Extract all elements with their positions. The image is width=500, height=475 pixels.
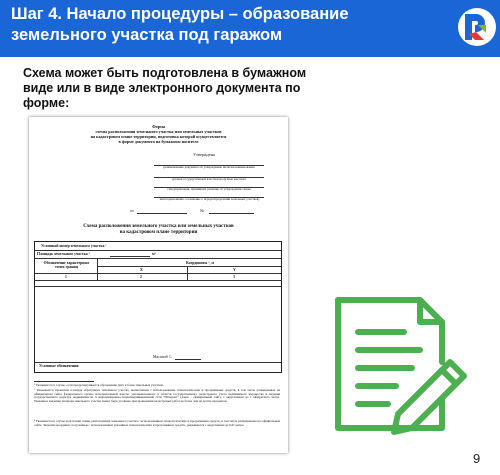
tbl-coords-header: Координаты ³, м <box>186 261 214 265</box>
form-label: Форма <box>152 124 165 129</box>
tbl-col-3: 3 <box>233 275 235 279</box>
approved-note: (наименование документа об утверждении, включая наименования <box>163 165 255 169</box>
date-from-label: от <box>130 208 134 213</box>
tbl-area-label: Площадь земельного участка ² <box>37 252 90 256</box>
footnote: ¹ Указывается в случае, если предусматривается образование двух и более земельных участков. <box>34 383 164 387</box>
approved-note: самоуправления, принявших решение об утверждении схемы <box>167 187 251 191</box>
coordinates-table <box>34 241 282 373</box>
tbl-x: X <box>140 268 143 272</box>
form-title-line: схемы расположения земельного участка или земельных участков <box>95 129 222 134</box>
scheme-title: Схема расположения земельного участка или земельных участков <box>83 224 234 229</box>
tbl-cadastral-label: Условный номер земельного участка ¹ <box>41 244 107 248</box>
tbl-designation: Обозначение характерных точек границ <box>43 261 90 269</box>
scheme-title: на кадастровом плане территории <box>119 230 198 235</box>
document-edit-icon <box>320 288 480 453</box>
tbl-col-2: 2 <box>140 275 142 279</box>
footnote: ² Указывается проектная площадь образуемых земельного участка, вычисленная с использованием технологических и программных средств, в том числе размещенных на официальном сайте федерального органа исполнительной власти, уполномоченного в области государственного кадастрового учета недвижимого имущества и ведения государственного кадастра недвижимости, в информационно-телекоммуникационной сети "Интернет" (далее - официальный сайт), с округлением до 1 квадратного метра. Указанное значение площади земельного участка может быть уточнено при проведении кадастровых работ не более чем на десять процентов. <box>34 388 280 403</box>
tbl-col-1: 1 <box>65 275 67 279</box>
footnote: ³ Указывается в случае подготовки схемы расположения земельного участка с использованием технологических и программных средств, в том числе размещенных на официальном сайте. Значение координат, полученные с использованием указанных технологических и программных средств, указываются с округлением до 0,01 метра. <box>34 419 280 427</box>
section-heading: Схема может быть подготовлена в бумажном виде или в виде электронного документа по форме: <box>23 66 307 110</box>
approved-label: Утверждена <box>193 152 215 157</box>
form-title-line: на кадастровом плане территории, подготовка которой осуществляется <box>90 134 227 139</box>
approved-note: или подписавших соглашение о перераспределении земельных участков) <box>159 197 260 201</box>
date-no-label: № <box>200 208 204 213</box>
form-title-line: в форме документа на бумажном носителе <box>118 139 199 144</box>
rosreestr-logo-icon <box>452 2 498 55</box>
page-number: 9 <box>473 451 481 466</box>
tbl-y: Y <box>233 268 236 272</box>
slide-title: Шаг 4. Начало процедуры – образование земельного участка под гаражом <box>11 5 349 44</box>
slide-header <box>0 0 500 57</box>
tbl-area-unit: м² <box>152 252 156 256</box>
approved-note: органов государственной власти или органов местного <box>171 177 247 181</box>
legend-label: Условные обозначения: <box>39 364 80 368</box>
scale-label: Масштаб 1: <box>153 355 172 359</box>
form-document-image <box>29 117 288 453</box>
